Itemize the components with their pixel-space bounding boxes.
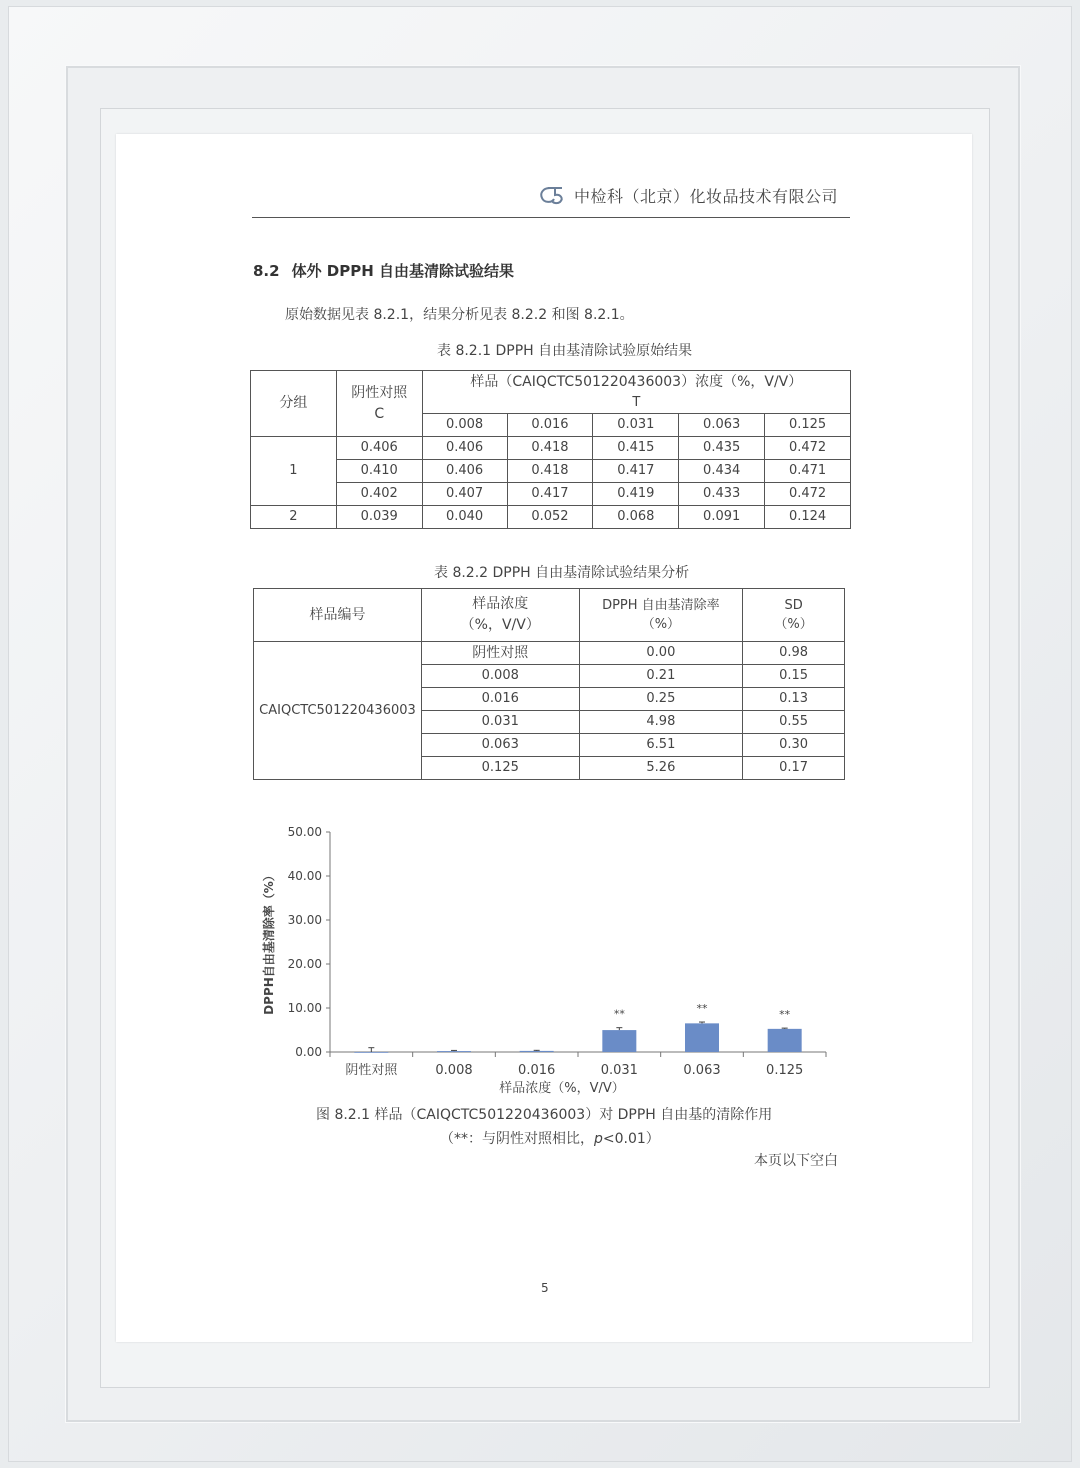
table-cell: 0.406 [422,460,507,483]
figure-note-suffix: <0.01） [602,1131,660,1147]
company-name: 中检科（北京）化妆品技术有限公司 [574,187,839,206]
table-cell: 0.407 [422,483,507,506]
y-tick-label: 10.00 [287,1001,322,1015]
table-cell: 0.415 [593,437,679,460]
bar [520,1051,554,1052]
conc-header: 0.031 [593,414,679,437]
x-tick-label: 0.008 [435,1063,473,1078]
table-cell: 0.410 [336,460,422,483]
blank-below-note: 本页以下空白 [754,1153,838,1169]
table-cell: 0.25 [579,688,743,711]
table-cell: 0.15 [743,665,845,688]
table-cell: 6.51 [579,734,743,757]
table-cell: 0.434 [679,460,765,483]
group-header: 分组 [251,371,337,437]
table-cell: 0.17 [743,757,845,780]
sample-header: 样品（CAIQCTC501220436003）浓度（%，V/V） [422,371,850,394]
conc-header: 0.016 [507,414,593,437]
x-tick-label: 0.031 [600,1063,638,1078]
table-cell: 0.052 [507,506,593,529]
table-cell: 0.040 [422,506,507,529]
rate-header-line1: DPPH 自由基清除率 [602,597,720,613]
control-header-label: 阴性对照 [351,384,408,401]
figure-caption: 图 8.2.1 样品（CAIQCTC501220436003）对 DPPH 自由基的清除作用 [316,1107,773,1123]
table-cell: 0.418 [507,437,593,460]
table-cell: 0.435 [679,437,765,460]
analysis-table [253,588,845,780]
significance-marker: ** [779,1008,791,1022]
table-cell: 0.031 [421,711,579,734]
table-cell: 4.98 [579,711,743,734]
table-cell: 0.039 [336,506,422,529]
rate-header [579,589,743,642]
intro-paragraph: 原始数据见表 8.2.1，结果分析见表 8.2.2 和图 8.2.1。 [285,307,634,323]
sample-id-header: 样品编号 [254,589,422,642]
table-header-row [251,371,851,394]
table-cell: 0.00 [579,642,743,665]
table-cell: 0.068 [593,506,679,529]
section-title-text: 体外 DPPH 自由基清除试验结果 [291,262,515,280]
sample-id-cell: CAIQCTC501220436003 [254,642,422,780]
table2-caption: 表 8.2.2 DPPH 自由基清除试验结果分析 [434,565,690,581]
x-tick-label: 0.016 [518,1063,556,1078]
table-row [251,506,851,529]
table-cell: 0.472 [765,483,851,506]
conc-header: 0.008 [422,414,507,437]
table-cell: 0.55 [743,711,845,734]
table-cell: 0.406 [422,437,507,460]
y-tick-label: 50.00 [287,825,322,839]
table-cell: 0.008 [421,665,579,688]
section-number: 8.2 [253,262,280,280]
table-cell: 0.433 [679,483,765,506]
x-tick-label: 阴性对照 [345,1063,398,1078]
y-tick-label: 20.00 [287,957,322,971]
table-cell: 0.471 [765,460,851,483]
y-tick-label: 40.00 [287,869,322,883]
table-row [251,437,851,460]
conc-header-line1: 样品浓度 [472,596,529,612]
bar [768,1029,802,1052]
significance-marker: ** [696,1002,708,1016]
table-row [251,460,851,483]
y-tick-label: 0.00 [295,1045,322,1059]
table-cell: 0.402 [336,483,422,506]
bar [602,1030,636,1052]
raw-results-table [250,370,851,529]
figure-note-prefix: （**：与阴性对照相比， [440,1131,594,1147]
table-cell: 0.98 [743,642,845,665]
table-cell: 0.30 [743,734,845,757]
sd-header-line1: SD [784,597,803,613]
table-cell: 0.472 [765,437,851,460]
group-cell: 2 [251,506,337,529]
table-header-row [254,589,845,642]
table-cell: 0.13 [743,688,845,711]
table-cell: 0.419 [593,483,679,506]
table-cell: 0.124 [765,506,851,529]
table-row [254,642,845,665]
table-cell: 0.091 [679,506,765,529]
table-cell: 0.125 [421,757,579,780]
table-cell: 0.21 [579,665,743,688]
x-tick-label: 0.125 [766,1063,804,1078]
group-cell: 1 [251,437,337,506]
table-cell: 0.406 [336,437,422,460]
scavenging-rate-chart [256,818,846,1102]
control-header-code: C [374,405,385,422]
rate-header-line2: （%） [641,617,681,632]
figure-note [440,1128,660,1148]
conc-header: 0.063 [679,414,765,437]
bar [685,1023,719,1052]
bar [354,1052,388,1053]
page-number: 5 [541,1281,549,1295]
significance-marker: ** [613,1007,625,1021]
sd-header-line2: （%） [774,617,813,632]
y-axis-label: DPPH自由基清除率（%） [262,869,276,1015]
sd-header [743,589,845,642]
section-title [253,260,514,281]
table-cell: 阴性对照 [421,642,579,665]
y-tick-label: 30.00 [287,913,322,927]
conc-header: 0.125 [765,414,851,437]
bar [437,1051,471,1052]
table-cell: 0.016 [421,688,579,711]
table-cell: 5.26 [579,757,743,780]
figure-note-p: p [594,1131,603,1147]
x-axis-label: 样品浓度（%，V/V） [499,1081,625,1096]
company-logo-icon [538,184,566,206]
conc-header [421,589,579,642]
table-cell: 0.417 [507,483,593,506]
x-tick-label: 0.063 [683,1063,721,1078]
header-rule [252,217,850,218]
conc-header-line2: （%，V/V） [460,617,540,633]
table-cell: 0.063 [421,734,579,757]
sample-code: T [422,393,850,414]
table-row [251,483,851,506]
table1-caption: 表 8.2.1 DPPH 自由基清除试验原始结果 [437,343,693,359]
control-header [336,371,422,437]
table-cell: 0.418 [507,460,593,483]
table-cell: 0.417 [593,460,679,483]
